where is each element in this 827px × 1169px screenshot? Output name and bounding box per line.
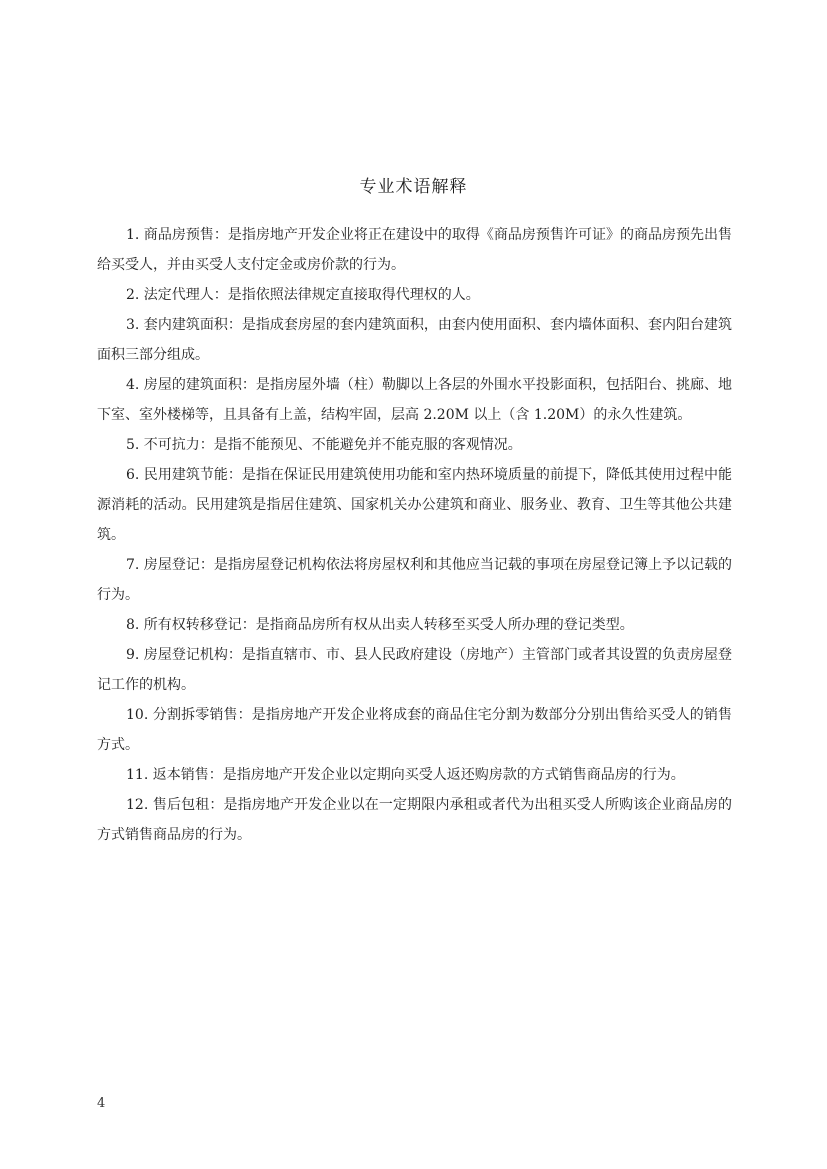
term-item-1: 1. 商品房预售：是指房地产开发企业将正在建设中的取得《商品房预售许可证》的商品房预先出售给买受人，并由买受人支付定金或房价款的行为。: [97, 227, 732, 273]
page-title: 专业术语解释: [359, 177, 468, 197]
term-item-10: 10. 分割拆零销售：是指房地产开发企业将成套的商品住宅分割为数部分分别出售给买受人的销售方式。: [97, 707, 732, 753]
term-item-4: 4. 房屋的建筑面积：是指房屋外墙（柱）勒脚以上各层的外围水平投影面积，包括阳台、挑廊、地下室、室外楼梯等，且具备有上盖，结构牢固，层高 2.20M 以上（含 1.20M）的永久性建筑。: [97, 377, 732, 423]
term-item-2: 2. 法定代理人：是指依照法律规定直接取得代理权的人。: [126, 287, 480, 303]
term-item-3: 3. 套内建筑面积：是指成套房屋的套内建筑面积，由套内使用面积、套内墙体面积、套内阳台建筑面积三部分组成。: [97, 317, 732, 363]
term-item-12: 12. 售后包租：是指房地产开发企业以在一定期限内承租或者代为出租买受人所购该企业商品房的方式销售商品房的行为。: [97, 797, 732, 843]
term-item-11: 11. 返本销售：是指房地产开发企业以定期向买受人返还购房款的方式销售商品房的行为。: [126, 767, 685, 783]
term-item-5: 5. 不可抗力：是指不能预见、不能避免并不能克服的客观情况。: [126, 437, 522, 453]
page-number: 4: [97, 1096, 106, 1111]
terms-list: [97, 220, 732, 850]
term-item-6: 6. 民用建筑节能：是指在保证民用建筑使用功能和室内热环境质量的前提下，降低其使用过程中能源消耗的活动。民用建筑是指居住建筑、国家机关办公建筑和商业、服务业、教育、卫生等其他公共建筑。: [97, 467, 732, 543]
term-item-7: 7. 房屋登记：是指房屋登记机构依法将房屋权利和其他应当记载的事项在房屋登记簿上予以记载的行为。: [97, 557, 732, 603]
term-item-8: 8. 所有权转移登记：是指商品房所有权从出卖人转移至买受人所办理的登记类型。: [126, 617, 634, 633]
term-item-9: 9. 房屋登记机构：是指直辖市、市、县人民政府建设（房地产）主管部门或者其设置的负责房屋登记工作的机构。: [97, 647, 732, 693]
